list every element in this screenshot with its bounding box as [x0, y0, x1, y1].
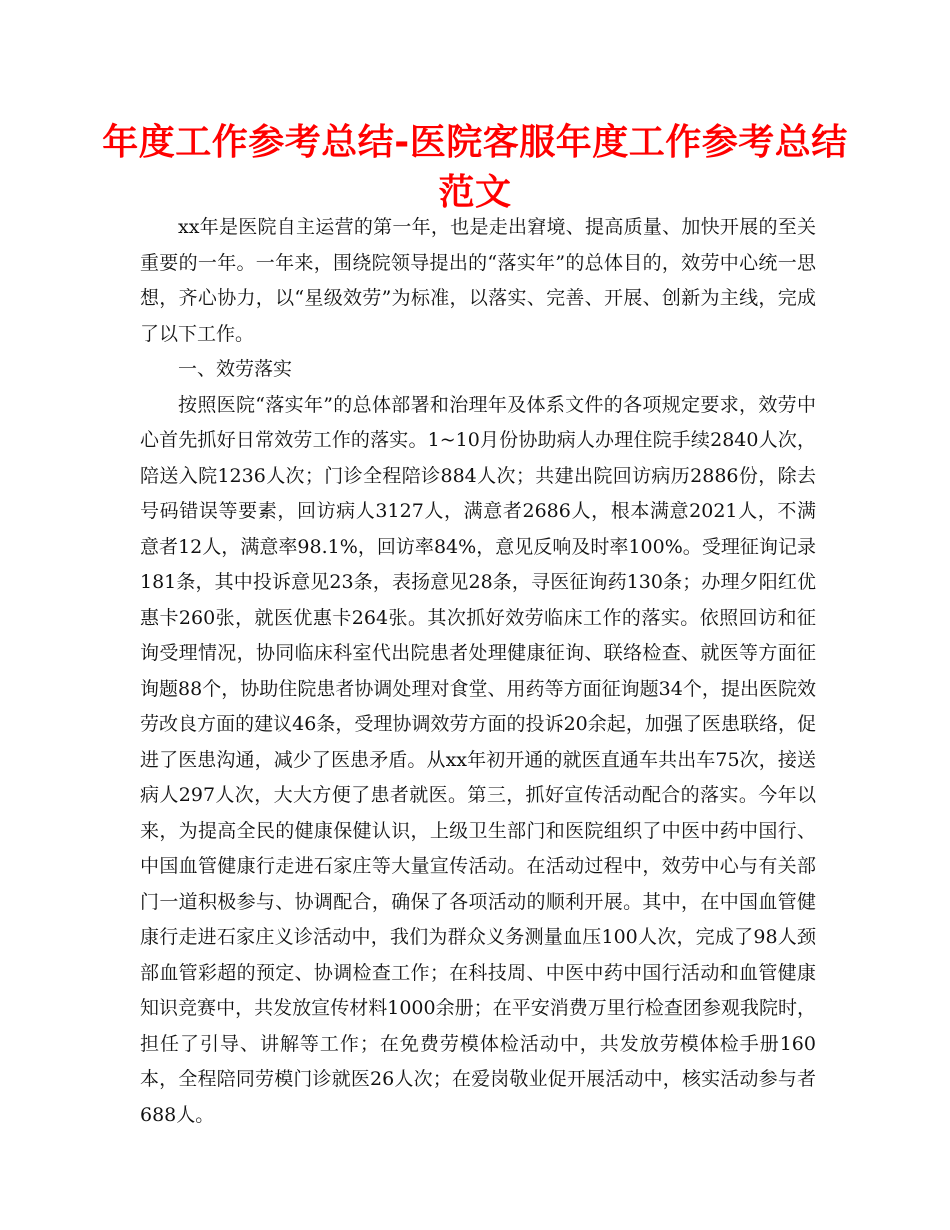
- document-body: [140, 210, 816, 1133]
- section-heading: 一、效劳落实: [178, 358, 293, 380]
- body-paragraph: 按照医院“落实年”的总体部署和治理年及体系文件的各项规定要求，效劳中心首先抓好日常效劳工作的落实。1~10月份协助病人办理住院手续2840人次，陪送入院1236人次；门诊全程陪诊884人次；共建出院回访病历2886份，除去号码错误等要素，回访病人3127人，满意者2686人，根本满意2021人，不满意者12人，满意率98.1%，回访率84%，意见反响及时率100%。受理征询记录181条，其中投诉意见23条，表扬意见28条，寻医征询药130条；办理夕阳红优惠卡260张，就医优惠卡264张。其次抓好效劳临床工作的落实。依照回访和征询受理情况，协同临床科室代出院患者处理健康征询、联络检查、就医等方面征询题88个，协助住院患者协调处理对食堂、用药等方面征询题34个，提出医院效劳改良方面的建议46条，受理协调效劳方面的投诉20余起，加强了医患联络，促进了医患沟通，减少了医患矛盾。从xx年初开通的就医直通车共出车75次，接送病人297人次，大大方便了患者就医。第三，抓好宣传活动配合的落实。今年以来，为提高全民的健康保健认识，上级卫生部门和医院组织了中医中药中国行、中国血管健康行走进石家庄等大量宣传活动。在活动过程中，效劳中心与有关部门一道积极参与、协调配合，确保了各项活动的顺利开展。其中，在中国血管健康行走进石家庄义诊活动中，我们为群众义务测量血压100人次，完成了98人颈部血管彩超的预定、协调检查工作；在科技周、中医中药中国行活动和血管健康知识竞赛中，共发放宣传材料1000余册；在平安消费万里行检查团参观我院时，担任了引导、讲解等工作；在免费劳模体检活动中，共发放劳模体检手册160本，全程陪同劳模门诊就医26人次；在爱岗敬业促开展活动中，核实活动参与者688人。: [140, 393, 816, 1126]
- document-title: 年度工作参考总结-医院客服年度工作参考总结范文: [102, 122, 848, 213]
- intro-paragraph: xx年是医院自主运营的第一年，也是走出窘境、提高质量、加快开展的至关重要的一年。一年来，围绕院领导提出的“落实年”的总体目的，效劳中心统一思想，齐心协力，以“星级效劳”为标准，以落实、完善、开展、创新为主线，完成了以下工作。: [140, 216, 816, 345]
